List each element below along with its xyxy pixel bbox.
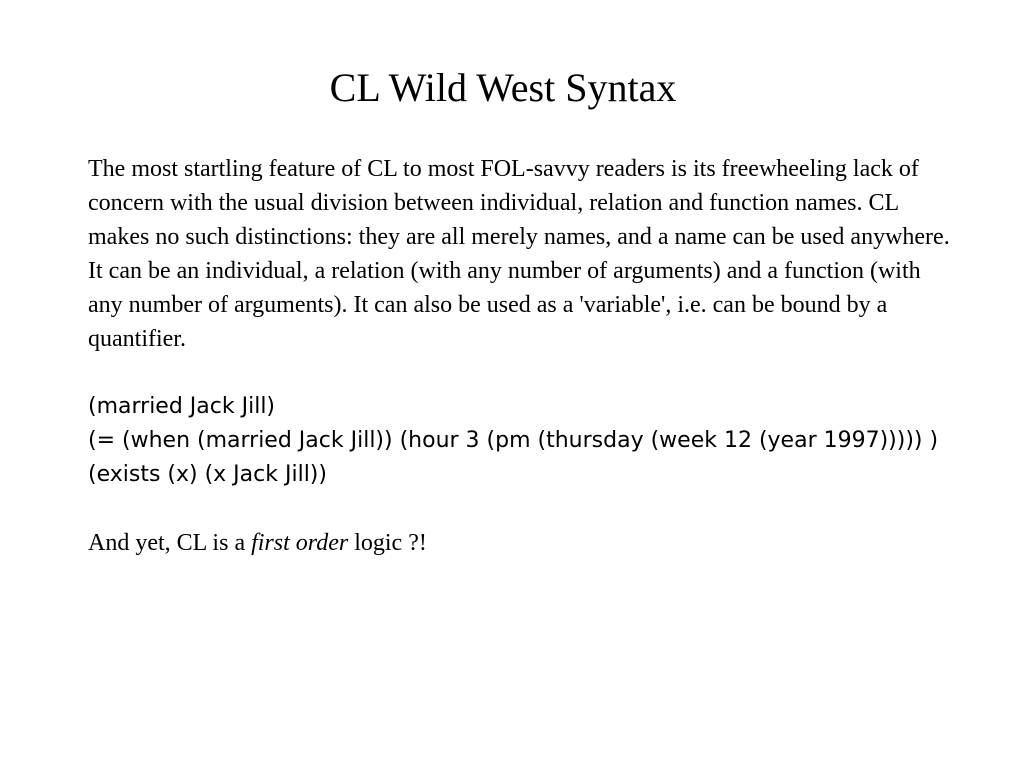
closing-text-before: And yet, CL is a xyxy=(88,530,252,556)
code-line-exists: (exists (x) (x Jack Jill)) xyxy=(88,462,327,487)
code-line-married: (married Jack Jill) xyxy=(88,394,276,419)
closing-emphasis: first order xyxy=(251,530,349,556)
closing-text-after: logic ?! xyxy=(348,530,427,556)
code-examples xyxy=(88,390,958,492)
slide-title: CL Wild West Syntax xyxy=(329,65,677,110)
slide-body xyxy=(88,152,958,560)
intro-paragraph: The most startling feature of CL to most FOL-savvy readers is its freewheeling lack of concern with the usual division between individual, relation and function names. CL makes no such distinctions: they are all merely names, and a name can be used anywhere. It can be an individual, a relation (with any number of arguments) and a function (with any number of arguments). It can also be used as a 'variable', i.e. can be bound by a quantifier. xyxy=(88,156,950,352)
code-line-when: (= (when (married Jack Jill)) (hour 3 (pm (thursday (week 12 (year 1997))))) ) xyxy=(88,428,939,453)
closing-remark xyxy=(88,526,958,560)
